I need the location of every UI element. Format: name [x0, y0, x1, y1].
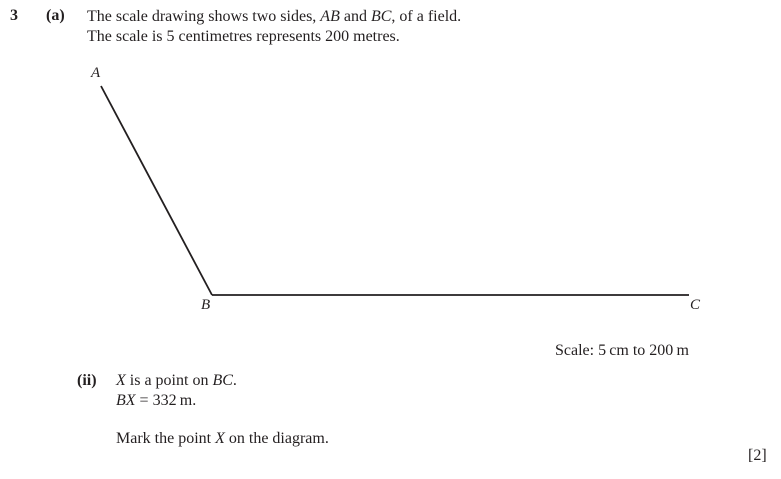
intro-text-mid: and	[339, 8, 371, 25]
marks-label: [2]	[748, 447, 767, 464]
point-x-var: X	[116, 372, 126, 389]
part-ii-line-1	[116, 371, 237, 391]
part-ii-line-1-text: is a point on	[125, 372, 213, 389]
point-a-label: A	[91, 65, 101, 81]
side-ab-line	[101, 86, 212, 295]
instruction-suffix: on the diagram.	[224, 430, 329, 447]
part-a-label: (a)	[46, 7, 65, 24]
side-bc: BC	[370, 8, 392, 25]
intro-text-suffix: , of a field.	[391, 8, 462, 25]
instruction-prefix: Mark the point	[116, 430, 216, 447]
intro-line-2: The scale is 5 centimetres represents 200 metres.	[87, 28, 400, 45]
instruction-line	[116, 429, 329, 449]
point-c-label: C	[690, 297, 701, 313]
part-ii-line-1-end: .	[232, 372, 237, 389]
instruction-var: X	[215, 430, 225, 447]
point-b-label: B	[201, 297, 211, 313]
segment-bx: BX	[116, 392, 136, 409]
bx-value: = 332 m.	[135, 392, 197, 409]
scale-label: Scale: 5 cm to 200 m	[555, 342, 689, 359]
segment-bc: BC	[212, 372, 233, 389]
part-ii-line-2	[116, 391, 196, 411]
intro-text-prefix: The scale drawing shows two sides,	[87, 8, 321, 25]
part-ii-label: (ii)	[77, 372, 97, 389]
side-ab: AB	[320, 8, 340, 25]
question-number: 3	[10, 7, 18, 24]
